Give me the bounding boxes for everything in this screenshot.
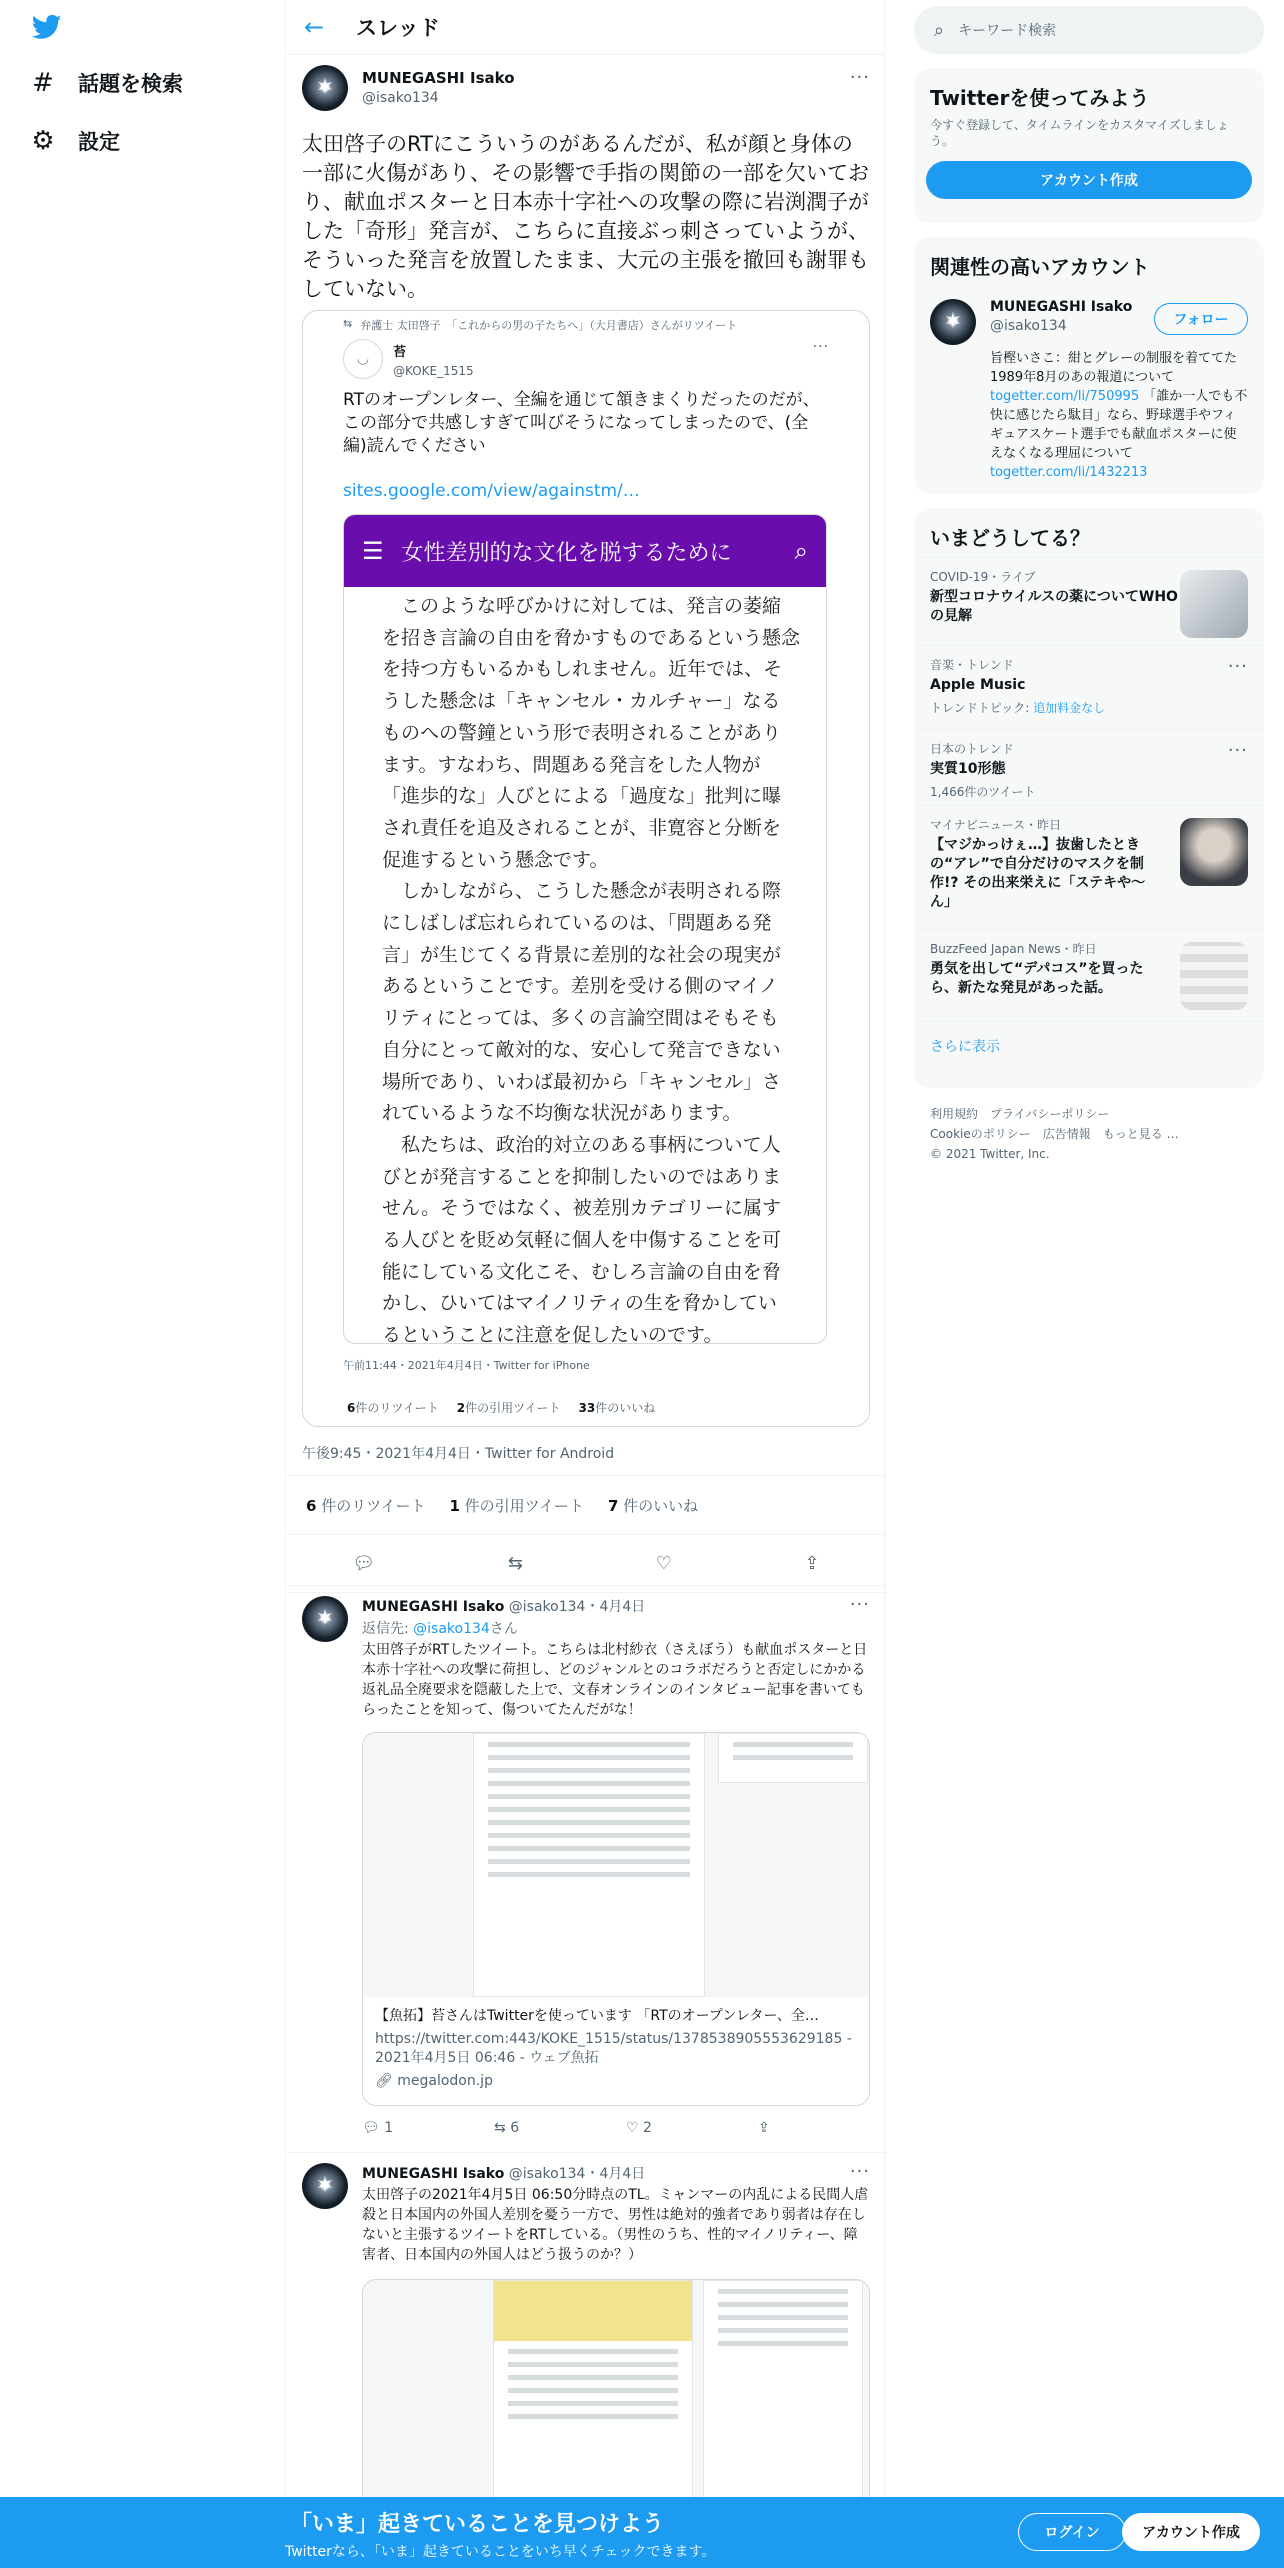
retweet-icon[interactable]: ⇆ <box>507 1553 523 1574</box>
reply-to-prefix: 返信先: <box>362 1621 414 1637</box>
trend-item[interactable] <box>914 645 1264 729</box>
trend-thumbnail <box>1180 818 1248 886</box>
like-count: 2 <box>643 2120 652 2136</box>
quote-count: 1 <box>449 1496 460 1515</box>
quote-label: 件の引用ツイート <box>459 1496 584 1515</box>
quoted-author-name[interactable]: 苔 <box>393 345 407 360</box>
image-line: 自分にとって敵対的な、安心して発言できない <box>382 1038 781 1061</box>
reply-to-suffix: さん <box>489 1621 518 1637</box>
quoted-like-label: 件のいいね <box>595 1401 656 1415</box>
image-line: 促進するという懸念です。 <box>382 848 609 871</box>
quoted-image[interactable] <box>343 514 827 1344</box>
image-line: され責任を追及されることが、非寛容と分断を <box>382 816 782 839</box>
reply-count: 1 <box>384 2120 394 2136</box>
follow-button[interactable]: フォロー <box>1154 303 1248 335</box>
image-line: を持つ方もいるかもしれません。近年では、そ <box>382 658 783 681</box>
image-line: あるということです。差別を受ける側のマイノ <box>382 975 778 998</box>
nav-explore[interactable] <box>30 68 183 98</box>
bio-text: 「誰か一人でも不快に感じたら駄目」なら、野球選手やフィギュアスケート選手でも献血ポスターに使えなくなる理屈について <box>990 389 1248 461</box>
image-line: うした懸念は「キャンセル・カルチャー」なる <box>382 690 781 713</box>
bio-link[interactable]: togetter.com/li/750995 <box>990 389 1140 404</box>
search-icon: ⌕ <box>794 537 808 565</box>
quoted-stats <box>347 1399 655 1416</box>
quoted-text: RTのオープンレター、全編を通じて頷きまくりだったのだが、この部分で共感しすぎて叫びそうになってしまったので、(全編)読んでください <box>343 390 820 456</box>
more-icon[interactable]: ··· <box>1227 740 1248 761</box>
reply-tweet[interactable] <box>286 1585 886 2165</box>
trend-meta: COVID-19・ライブ <box>930 570 1036 584</box>
trend-sub: 1,466件のツイート <box>930 785 1036 799</box>
reply-text: 太田啓子の2021年4月5日 06:50分時点のTL。ミャンマーの内乱による民間人虐殺と日本国内の外国人差別を憂う一方で、男性は絶対的強者であり弱者は存在しないと主張するツイートをRTしている。（男性のうち、性的マイノリティー、障害者、日本国内の外国人はどう扱うのか？） <box>362 2187 869 2263</box>
login-button[interactable]: ログイン <box>1018 2513 1126 2551</box>
back-arrow-icon[interactable]: ← <box>304 13 325 41</box>
share-icon[interactable]: ⇪ <box>758 2120 770 2136</box>
retweet-count: 6 <box>306 1496 317 1515</box>
image-line: ます。すなわち、問題ある発言をした人物が <box>382 753 761 776</box>
copyright: © 2021 Twitter, Inc. <box>930 1147 1050 1161</box>
page-title: スレッド <box>356 16 440 40</box>
retweet-count: 6 <box>510 2120 520 2136</box>
image-line: る人びとを貶め気軽に個人を中傷することを可 <box>382 1229 782 1252</box>
site-banner <box>344 515 826 587</box>
retweet-label: 件のリツイート <box>316 1496 426 1515</box>
bio-link[interactable]: togetter.com/li/1432213 <box>990 465 1148 480</box>
quoted-tweet[interactable] <box>302 310 870 1427</box>
author-name[interactable]: MUNEGASHI Isako <box>362 1599 505 1615</box>
link-card-domain: megalodon.jp <box>397 2073 493 2089</box>
create-account-button[interactable]: アカウント作成 <box>926 161 1252 199</box>
link-icon: 🔗︎ <box>375 2073 393 2089</box>
retweet-stat[interactable] <box>306 1495 425 1516</box>
tweet-image[interactable] <box>362 2279 870 2509</box>
footer-link[interactable]: Cookieのポリシー <box>930 1127 1031 1141</box>
image-line: せん。そうではなく、被差別カテゴリーに属す <box>382 1197 782 1220</box>
more-icon[interactable]: ··· <box>1227 656 1248 677</box>
nav-settings-label: 設定 <box>78 130 120 154</box>
avatar[interactable] <box>930 299 976 345</box>
more-icon[interactable]: ··· <box>849 2161 870 2182</box>
gear-icon: ⚙ <box>31 126 55 156</box>
quoted-link[interactable]: sites.google.com/view/againstm/… <box>343 481 640 501</box>
author-name[interactable]: MUNEGASHI Isako <box>362 69 515 87</box>
tweet-text: 太田啓子のRTにこういうのがあるんだが、私が顔と身体の一部に火傷があり、その影響で手指の関節の一部を欠いており、献血ポスターと日本赤十字社への攻撃の際に岩渕潤子がした「奇形」発言が、こちらに直接ぶっ刺さっていようが、そういった発言を放置したまま、大元の主張を撤回も謝罪もしていない。 <box>302 132 869 301</box>
related-handle[interactable]: @isako134 <box>990 318 1067 334</box>
signup-card <box>914 68 1264 223</box>
like-icon: ♡ <box>626 2120 639 2136</box>
quoted-retweet-label: 件のリツイート <box>355 1401 439 1415</box>
bottom-signup-bar <box>0 2497 1284 2568</box>
image-line: 「進歩的な」人びとによる「過度な」批判に曝 <box>382 785 782 808</box>
image-line: を招き言論の自由を脅かすものであるという懸念 <box>382 626 801 649</box>
retweeted-by: 弁護士 太田啓子 「これからの男の子たちへ」（大月書店）さんがリツイート <box>360 319 738 332</box>
quoted-author-handle[interactable]: @KOKE_1515 <box>393 364 474 378</box>
search-icon: ⌕ <box>934 19 945 41</box>
author-meta[interactable]: @isako134・4月4日 <box>508 1599 646 1615</box>
image-line: ものへの警鐘という形で表明されることがあり <box>382 721 782 744</box>
link-card-title: 【魚拓】苔さんはTwitterを使っています 「RTのオープンレター、全… <box>375 2008 819 2024</box>
author-name[interactable]: MUNEGASHI Isako <box>362 2166 505 2182</box>
search-bar[interactable] <box>914 6 1264 54</box>
quoted-like-count: 33 <box>578 1401 596 1415</box>
signup-desc: 今すぐ登録して、タイムラインをカスタマイズしましょう。 <box>930 118 1229 148</box>
trend-title: 【マジかっけぇ…】抜歯したときの“アレ”で自分だけのマスクを制作!? その出来栄えに「ステキや～ん」 <box>930 837 1146 910</box>
avatar[interactable] <box>302 2163 348 2209</box>
right-column <box>914 0 1264 1180</box>
image-line: しかしながら、こうした懸念が表明される際 <box>382 880 782 903</box>
twitter-logo-icon[interactable] <box>30 12 64 42</box>
left-nav <box>0 0 285 2568</box>
site-banner-title: 女性差別的な文化を脱するために <box>401 540 732 566</box>
trend-sub: トレンドトピック: <box>930 701 1034 715</box>
image-line: びとが発言することを抑制したいのではありま <box>382 1165 782 1188</box>
quoted-more-icon[interactable]: ··· <box>812 339 829 355</box>
share-icon[interactable]: ⇪ <box>804 1553 820 1574</box>
bio-text: 旨樫いさこ：紺とグレーの制服を着ててた 1989年8月のあの報道について <box>990 351 1238 385</box>
thread-header <box>286 0 884 55</box>
trend-meta: マイナビニュース・昨日 <box>930 818 1062 832</box>
trend-item[interactable] <box>914 557 1264 645</box>
search-input[interactable]: キーワード検索 <box>958 23 1057 39</box>
footer-link[interactable]: もっと見る … <box>1102 1127 1179 1141</box>
retweet-icon: ⇆ <box>343 317 353 330</box>
link-card-image <box>363 1733 869 1997</box>
trend-item[interactable] <box>914 805 1264 929</box>
retweet-button[interactable] <box>494 2120 626 2136</box>
trend-title: 実質10形態 <box>930 761 1006 777</box>
related-name[interactable]: MUNEGASHI Isako <box>990 299 1133 315</box>
image-line: れているような不均衡な状況があります。 <box>382 1102 742 1125</box>
signup-title: Twitterを使ってみよう <box>930 86 1150 110</box>
hamburger-icon: ☰ <box>362 537 384 565</box>
tweet-timestamp[interactable]: 午後9:45・2021年4月4日・Twitter for Android <box>302 1446 615 1462</box>
trend-thumbnail <box>1180 570 1248 638</box>
avatar[interactable] <box>302 65 348 111</box>
quoted-quote-label: 件の引用ツイート <box>465 1401 561 1415</box>
trend-meta: 音楽・トレンド <box>930 658 1014 672</box>
like-stat[interactable] <box>608 1495 698 1516</box>
avatar[interactable] <box>302 1596 348 1642</box>
image-line: 場所であり、いわば最初から「キャンセル」さ <box>382 1070 782 1093</box>
tweet-stats <box>286 1475 886 1535</box>
trend-title: Apple Music <box>930 677 1026 693</box>
trend-thumbnail <box>1180 942 1248 1010</box>
related-title: 関連性の高いアカウント <box>930 255 1150 279</box>
footer-link[interactable]: プライバシーポリシー <box>990 1107 1110 1121</box>
footer-link[interactable]: 利用規約 <box>930 1107 979 1121</box>
image-line: このような呼びかけに対しては、発言の萎縮 <box>382 595 782 617</box>
trends-card <box>914 508 1264 1088</box>
reply-button[interactable] <box>362 2120 494 2136</box>
author-meta[interactable]: @isako134・4月4日 <box>508 2166 646 2182</box>
signup-button[interactable]: アカウント作成 <box>1122 2513 1260 2551</box>
quote-stat[interactable] <box>449 1495 583 1516</box>
nav-settings[interactable] <box>30 126 120 156</box>
bottom-subtitle: Twitterなら、「いま」起きていることをいち早くチェックできます。 <box>285 2544 716 2560</box>
trend-sub-link[interactable]: 追加料金なし <box>1033 701 1106 715</box>
trend-meta: 日本のトレンド <box>930 742 1014 756</box>
trend-meta: BuzzFeed Japan News・昨日 <box>930 942 1097 956</box>
quoted-timestamp: 午前11:44・2021年4月4日・Twitter for iPhone <box>343 1359 590 1372</box>
link-card-url: https://twitter.com:443/KOKE_1515/status/1378538905553629185 - 2021年4月5日 06:46 - ウェブ魚拓 <box>375 2031 852 2066</box>
trend-title: 勇気を出して“デパコス”を買ったら、新たな発見があった話。 <box>930 961 1144 996</box>
footer-links <box>914 1088 1264 1180</box>
image-line: 私たちは、政治的対立のある事柄について人 <box>382 1133 781 1156</box>
retweet-icon: ⇆ <box>494 2120 506 2136</box>
image-line: にしばしば忘れられているのは、「問題ある発 <box>382 912 772 935</box>
like-count: 7 <box>607 1496 619 1515</box>
related-bio <box>990 349 1248 482</box>
main-column <box>285 0 885 2568</box>
trend-title: 新型コロナウイルスの薬についてWHOの見解 <box>930 589 1178 624</box>
trends-title: いまどうしてる？ <box>930 526 1090 550</box>
quoted-retweet-count: 6 <box>347 1401 356 1415</box>
image-line: リティにとっては、多くの言論空間はそもそも <box>382 1007 779 1030</box>
trend-item[interactable] <box>914 929 1264 1021</box>
reply-icon: 💬︎ <box>362 2120 380 2136</box>
more-icon[interactable]: ··· <box>849 1594 870 1615</box>
footer-link[interactable]: 広告情報 <box>1042 1127 1091 1141</box>
reply-text: 太田啓子がRTしたツイート。こちらは北村紗衣（さえぼう）も献血ポスターと日本赤十字社への攻撃に荷担し、どのジャンルとのコラボだろうと否定しにかかる返礼品全廃要求を隠蔽した上で、文春オンラインのインタビュー記事を書いてもらったことを知って、傷ついてたんだがな！ <box>362 1642 868 1718</box>
like-icon[interactable]: ♡ <box>655 1553 672 1574</box>
nav-explore-label: 話題を検索 <box>78 72 183 96</box>
quoted-quote-count: 2 <box>456 1401 466 1415</box>
image-line: 言」が生じてくる背景に差別的な社会の現実が <box>382 943 782 966</box>
show-more-link[interactable]: さらに表示 <box>914 1021 1264 1066</box>
trend-item[interactable] <box>914 729 1264 805</box>
screenshot-text <box>344 587 826 1344</box>
bottom-title: 「いま」起きていることを見つけよう <box>290 2512 665 2537</box>
reply-icon[interactable]: 💬︎ <box>352 1553 376 1574</box>
quoted-avatar: ◡ <box>343 339 383 379</box>
reply-actions <box>362 2120 802 2136</box>
like-label: 件のいいね <box>618 1496 699 1515</box>
related-accounts-card <box>914 237 1264 494</box>
image-line: かし、ひいてはマイノリティの生を脅かしてい <box>382 1292 777 1315</box>
reply-to-handle[interactable]: @isako134 <box>413 1621 490 1637</box>
author-handle[interactable]: @isako134 <box>362 90 439 106</box>
more-icon[interactable]: ··· <box>849 67 870 88</box>
image-line: 能にしている文化こそ、むしろ言論の自由を脅 <box>382 1260 781 1283</box>
hashtag-icon: # <box>32 68 54 98</box>
image-line: るということに注意を促したいのです。 <box>382 1324 723 1344</box>
reply-tweet[interactable] <box>286 2152 886 2497</box>
like-button[interactable] <box>626 2120 758 2136</box>
link-card[interactable] <box>362 1732 870 2106</box>
